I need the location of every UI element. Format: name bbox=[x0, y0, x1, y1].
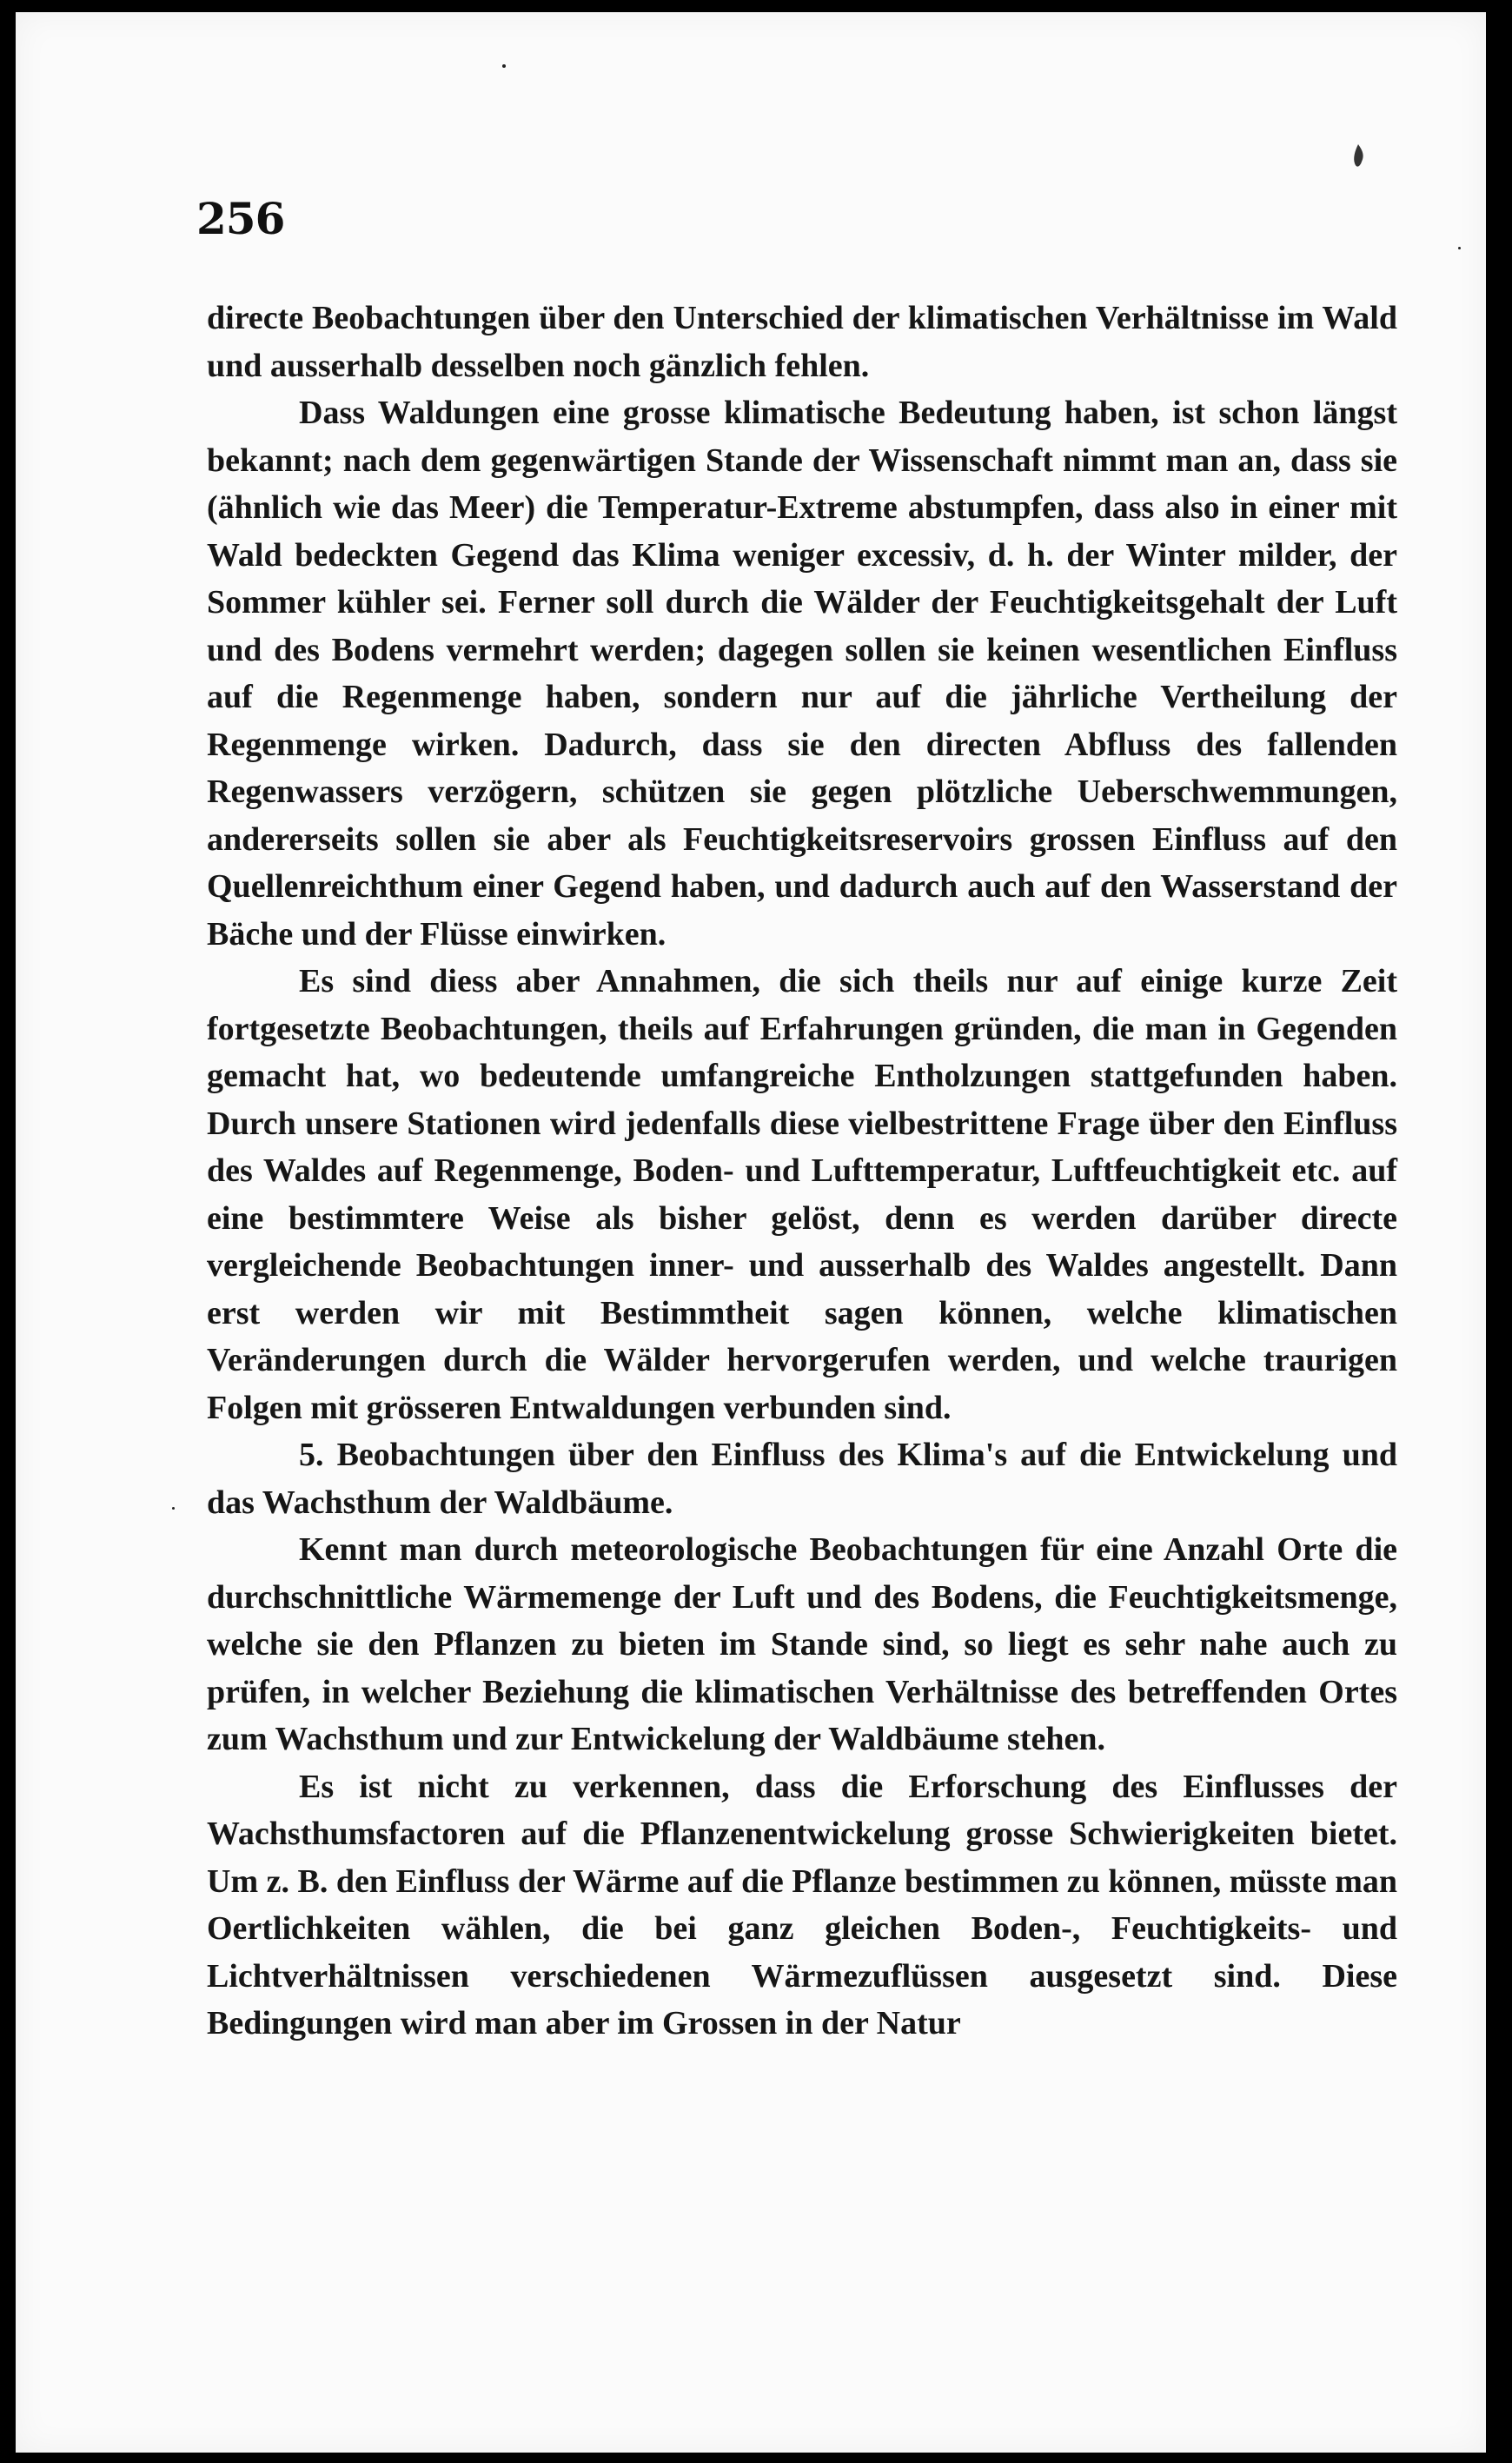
page-number: 256 bbox=[196, 193, 285, 244]
paper-speck bbox=[502, 64, 506, 68]
paper-speck bbox=[172, 1507, 175, 1510]
ink-blot-icon bbox=[1350, 143, 1367, 172]
paper-speck bbox=[1458, 247, 1461, 249]
paragraph-4: Kennt man durch meteorologische Beobachtungen für eine Anzahl Orte die durchschnittliche Wärmemenge der Luft und des Bodens, die Feuchtigkeitsmenge, welche sie den Pflanzen zu bieten im Stande sind, so liegt es sehr nahe auch zu prüfen, in welcher Beziehung die klimatischen Verhältnisse des betreffenden Ortes zum Wachsthum und zur Entwickelung der Waldbäume stehen. bbox=[207, 1531, 1397, 1757]
paragraph-5: Es ist nicht zu verkennen, dass die Erforschung des Einflusses der Wachsthumsfactoren auf die Pflanzenentwickelung grosse Schwierigkeiten bietet. Um z. B. den Einfluss der Wärme auf die Pflanze bestimmen zu können, müsste man Oertlichkeiten wählen, die bei ganz gleichen Boden-, Feuchtigkeits- und Lichtverhältnissen verschiedenen Wärmezuflüssen ausgesetzt sind. Diese Bedingungen wird man aber im Grossen in der Natur bbox=[207, 1768, 1397, 2041]
body-text bbox=[207, 295, 1397, 2048]
paragraph-3: Es sind diess aber Annahmen, die sich theils nur auf einige kurze Zeit fortgesetzte Beobachtungen, theils auf Erfahrungen gründen, die man in Gegenden gemacht hat, wo bedeutende umfangreiche Entholzungen stattgefunden haben. Durch unsere Stationen wird jedenfalls diese vielbestrittene Frage über den Einfluss des Waldes auf Regenmenge, Boden- und Lufttemperatur, Luftfeuchtigkeit etc. auf eine bestimmtere Weise als bisher gelöst, denn es werden darüber directe vergleichende Beobachtungen inner- und ausserhalb des Waldes angestellt. Dann erst werden wir mit Bestimmtheit sagen können, welche klimatischen Veränderungen durch die Wälder hervorgerufen werden, und welche traurigen Folgen mit grösseren Entwaldungen verbunden sind. bbox=[207, 963, 1397, 1426]
book-page bbox=[16, 12, 1486, 2453]
section-heading-5: 5. Beobachtungen über den Einfluss des Klima's auf die Entwickelung und das Wachsthum der Waldbäume. bbox=[207, 1437, 1397, 1521]
paragraph-1: directe Beobachtungen über den Unterschied der klimatischen Verhältnisse im Wald und ausserhalb desselben noch gänzlich fehlen. bbox=[207, 300, 1397, 384]
paragraph-2: Dass Waldungen eine grosse klimatische Bedeutung haben, ist schon längst bekannt; nach dem gegenwärtigen Stande der Wissenschaft nimmt man an, dass sie (ähnlich wie das Meer) die Temperatur-Extreme abstumpfen, dass also in einer mit Wald bedeckten Gegend das Klima weniger excessiv, d. h. der Winter milder, der Sommer kühler sei. Ferner soll durch die Wälder der Feuchtigkeitsgehalt der Luft und des Bodens vermehrt werden; dagegen sollen sie keinen wesentlichen Einfluss auf die Regenmenge haben, sondern nur auf die jährliche Vertheilung der Regenmenge wirken. Dadurch, dass sie den directen Abfluss des fallenden Regenwassers verzögern, schützen sie gegen plötzliche Ueberschwemmungen, andererseits sollen sie aber als Feuchtigkeitsreservoirs grossen Einfluss auf den Quellenreichthum einer Gegend haben, und dadurch auch auf den Wasserstand der Bäche und der Flüsse einwirken. bbox=[207, 395, 1397, 953]
